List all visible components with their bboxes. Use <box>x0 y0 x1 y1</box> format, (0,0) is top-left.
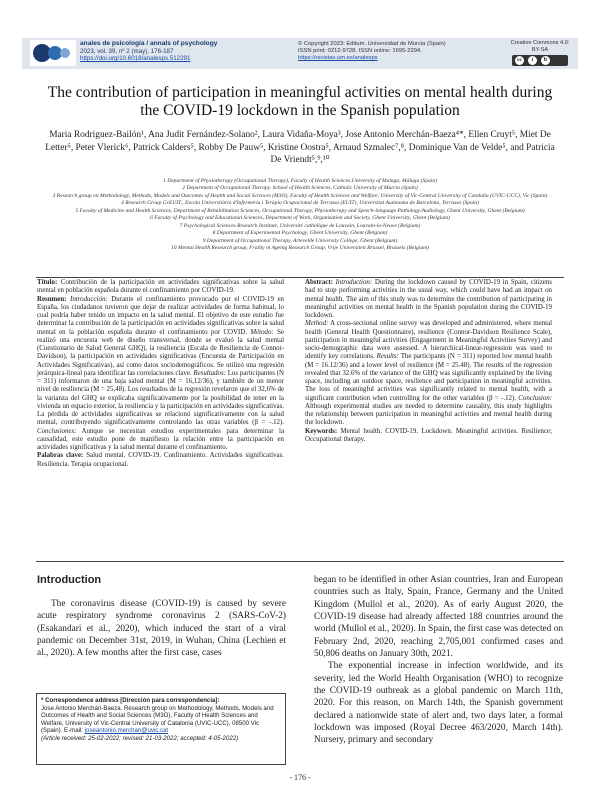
body-column-right <box>314 574 563 747</box>
method-text: A cross-sectional online survey was developed and administered, where mental health (General Health Questionnaire), resilience (Connor-Davidson Resilience Scale), participation in meaningful activities (Engagement in Meaningful Activities Survey) and socio-demographic data were assessed. A hierarchical-linear-regression was used to identify key correlations. <box>305 320 552 361</box>
cc-license-badge[interactable] <box>512 55 568 66</box>
page-number: - 176 - <box>289 773 311 782</box>
copyright-notice: © Copyright 2023: Editum. Universidad de Murcia (Spain) <box>298 41 446 47</box>
section-heading-introduction: Introduction <box>37 574 102 586</box>
affiliation: 8 Department of Experimental Psychology, Ghent University, Ghent (Belgium) <box>212 230 388 237</box>
correspondence-text: Jose Antonio Merchán-Baeza. Research group on Methodology, Methods, Models and Outcomes of Health and Social Sciences (M3O), Faculty of Health Sciences and Welfare, University of Vic-Central University of Catalonia (UVIC-UCC), 08500 Vic (Spain). E-mail: <box>41 704 274 734</box>
author-list: Maria Rodriguez-Bailón¹, Ana Judit Fernández-Solano², Laura Vidaña-Moya³, Jose Antonio Merchán-Baeza⁴*, Ellen Cruyt⁵, Miet De Letter⁵, Peter Vlerick⁶, Patrick Calders⁵, Robby De Pauw⁵, Kristine Oostra⁵, Arnaud Szmalec⁷,⁸, Dominique Van de Velde⁵, and Patricia De Vriendt⁵,⁹,¹⁰ <box>45 130 555 166</box>
intro-label-es: Introducción: <box>70 295 108 303</box>
correspondence-label: * Correspondence address [Dirección para correspondencia]: <box>41 697 220 704</box>
body-paragraph: The coronavirus disease (COVID-19) is caused by severe acute respiratory syndrome coronavirus 2 (SARS-CoV-2) (Esakandari et al., 2020), which induced the start of a viral pandemic on December 31st, 2019, in Wuhan, China (Lechien et al., 2020). A few months after the first case, cases <box>37 599 286 659</box>
palabras-clave-label: Palabras clave: <box>37 452 84 460</box>
correspondence-box <box>36 693 286 765</box>
issn-info: ISSN print: 0212-9728. ISSN online: 1695-2294. <box>298 48 422 55</box>
affiliation: 3 Research group on Methodology, Methods, Models and Outcomes of Health and Social Sciences (M3O), Faculty of Health Sciences and Welfare, University of Vic-Central University of Cataluña (UVIC-UCC), Vic (Spain) <box>52 192 548 199</box>
results-label: Results: <box>376 353 399 361</box>
cc-by-icon: i <box>528 56 537 65</box>
correspondence-email-link[interactable]: joseantonio.merchan@uvic.cat <box>84 727 169 734</box>
journal-info <box>80 40 217 63</box>
body-column-left <box>37 598 286 660</box>
affiliation: 4 Research Group GrEUIT., Escola Universitària d'Infermeria i Teràpia Ocupacional de Terrassa (EUIT), Universitat Autònoma de Barcelona, Terrassa (Spain) <box>121 200 479 207</box>
conclusion-text: Although experimental studies are needed to determine causality, this study highlights the relationship between participation in meaningful activities and mental health during the lockdown. <box>305 402 552 427</box>
titulo-label: Título: <box>37 279 58 286</box>
conclusiones-text: Aunque se necesitan estudios experimentales para determinar la causalidad, este estudio pone de manifiesto la relación entre la participación en actividades significativas y la salud mental durante el confinamiento. <box>37 427 284 451</box>
resultados-text: Los participantes (N = 311) informaron de una baja salud mental (M = 16,12/36), y también de un menor nivel de resiliencia (M = 25,48). Los resultados de la regresión revelaron que el 32,6% de la varianza del GHQ se explicaba significativamente por la posibilidad de tener en la vivienda un espacio exterior, la resiliencia y la participación en actividades significativas. La pérdida de actividades significativas se relacionó significativamente con la salud mental, contribuyendo significativamente controlando las otras variables (β = -.12). <box>37 369 284 427</box>
conclusion-label: Conclusion: <box>518 394 552 402</box>
doi-link[interactable]: https://doi.org/10.6018/analesps.512291 <box>80 55 191 63</box>
affiliation: 2 Department of Occupational Therapy. School of Health Sciences, Catholic University of Murcia (Spain) <box>182 185 418 192</box>
license-label: Creative Commons 4.0: BY-SA <box>510 40 570 53</box>
titulo-text: Contribución de la participación en actividades significativas sobre la salud mental en población española durante el confinamiento por COVID-19. <box>37 279 284 295</box>
journal-name: anales de psicología / annals of psychology <box>80 40 218 47</box>
journal-issue: 2023, vol. 39, nº 2 (may), 176-187 <box>80 47 174 55</box>
results-text: The participants (N = 311) reported low mental health (M = 16.12/36) and a lower level of resilience (M = 25.48). The results of the regression revealed that 32.6% of the variance of the GHQ was significantly explained by the living space, including an outdoor space, resilience and participation in meaningful activities. The loss of meaningful activities was significantly related to mental health, with a significant contribution when controlling for the other variables (β = -.12). <box>305 353 552 402</box>
resumen-label: Resumen: <box>37 295 67 303</box>
article-dates: (Article received: 25-02-2022; revised: 21-03-2022; accepted: 4-05-2022) <box>41 734 239 742</box>
journal-logo <box>30 40 76 66</box>
affiliation: 6 Faculty of Psychology and Educational Sciences, Department of Work, Organization and Society, Ghent University, Ghent (Belgium) <box>150 215 450 222</box>
abstract-label: Abstract: <box>305 279 333 286</box>
intro-text-en: During the lockdown caused by COVID-19 in Spain, citizens had to stop performing activities in the usual way, which could have had an impact on mental health. The aim of this study was to determine the contribution of participating in meaningful activities on mental health in the Spanish population during the COVID-19 lockdown. <box>305 279 552 319</box>
metodo-label: Método: <box>250 328 274 336</box>
palabras-clave-text: Salud mental. COVID-19. Confinamiento. Actividades significativas. Resiliencia. Terapia ocupacional. <box>37 452 284 468</box>
keywords-text: Mental health. COVID-19. Lockdown. Meaningful activities. Resilience; Occupational therapy. <box>305 427 552 443</box>
affiliation: 5 Faculty of Medicine and Health Sciences, Department of Rehabilitation Sciences, Occupational Therapy, Physiotherapy and Speech-language Pathology/Audiology, Ghent University, Ghent (Belgium) <box>75 207 525 214</box>
metodo-text: Se realizó una encuesta web de diseño transversal, donde se evaluó la salud mental (Cuestionario de Salud General GHQ), la resiliencia (Escala de Resiliencia de Connor-Davidson), la participación en actividades significativas (Encuesta de Participación en Actividades Significativas), así como datos sociodemográficos. Se utilizó una regresión jerárquica-lineal para identificar las correlaciones clave. <box>37 328 284 377</box>
keywords-label: Keywords: <box>305 427 338 435</box>
affiliation: 10 Mental Health Research group, Frailty in Ageing Research Group, Vrije Universiteit Brussel, Brussels (Belgium) <box>171 245 429 252</box>
method-label: Method: <box>305 320 329 328</box>
abstract-spanish <box>37 279 284 469</box>
body-paragraph: began to be identified in other Asian countries, Iran and European countries such as Italy, Spain, France, Germany and the United Kingdom (Mullol et al., 2020). As of early August 2020, the COVID-19 disease had already affected 188 countries around the world (Mullol et al., 2020). In Spain, the first case was detected on February 2nd, 2020, reaching 2,705,001 confirmed cases and 50,806 deaths on January 30th, 2021. <box>314 575 563 660</box>
publisher-info <box>298 41 446 63</box>
article-title: The contribution of participation in meaningful activities on mental health during the COVID-19 lockdown in the Spanish population <box>47 84 553 119</box>
intro-text-es: Durante el confinamiento provocado por el COVID-19 en España, los ciudadanos tuvieron que dejar de realizar actividades de forma habitual, lo cual podría haber tenido un impacto en la salud mental. El objetivo de este estudio fue determinar la contribución de la participación en actividades significativas sobre la salud mental en la población española durante el confinamiento por COVID. <box>37 295 284 336</box>
affiliations <box>40 178 560 253</box>
abstract-english <box>305 279 552 444</box>
resultados-label: Resultados: <box>193 369 226 377</box>
affiliation: 1 Department of Physiotherapy (Occupational Therapy), Faculty of Health Sciences.University of Malaga, Málaga (Spain) <box>163 178 437 184</box>
body-paragraph: The exponential increase in infection worldwide, and its severity, led the World Health Organisation (WHO) to recognize the COVID-19 outbreak as a global pandemic on March 11th, 2020. For this reason, on March 14th, the Spanish government declared a nationwide state of alert and, two days later, a formal lockdown was imposed (Royal Decree 463/2020, March 14th). Nursery, primary and secondary <box>314 661 563 746</box>
affiliation: 7 Psychological Sciences Research Institute, Université catholique de Louvain, Louvain-la-Neuve (Belgium) <box>179 222 421 229</box>
conclusiones-label: Conclusiones: <box>37 427 77 435</box>
affiliation: 9 Department of Occupational Therapy, Artevelde University College, Ghent (Belgium) <box>202 237 398 244</box>
cc-sa-icon: ↻ <box>541 56 550 65</box>
journal-url-link[interactable]: https://revistas.um.es/analesps <box>298 55 378 62</box>
cc-icon: cc <box>515 56 524 65</box>
intro-label-en: Introduction: <box>335 279 373 286</box>
